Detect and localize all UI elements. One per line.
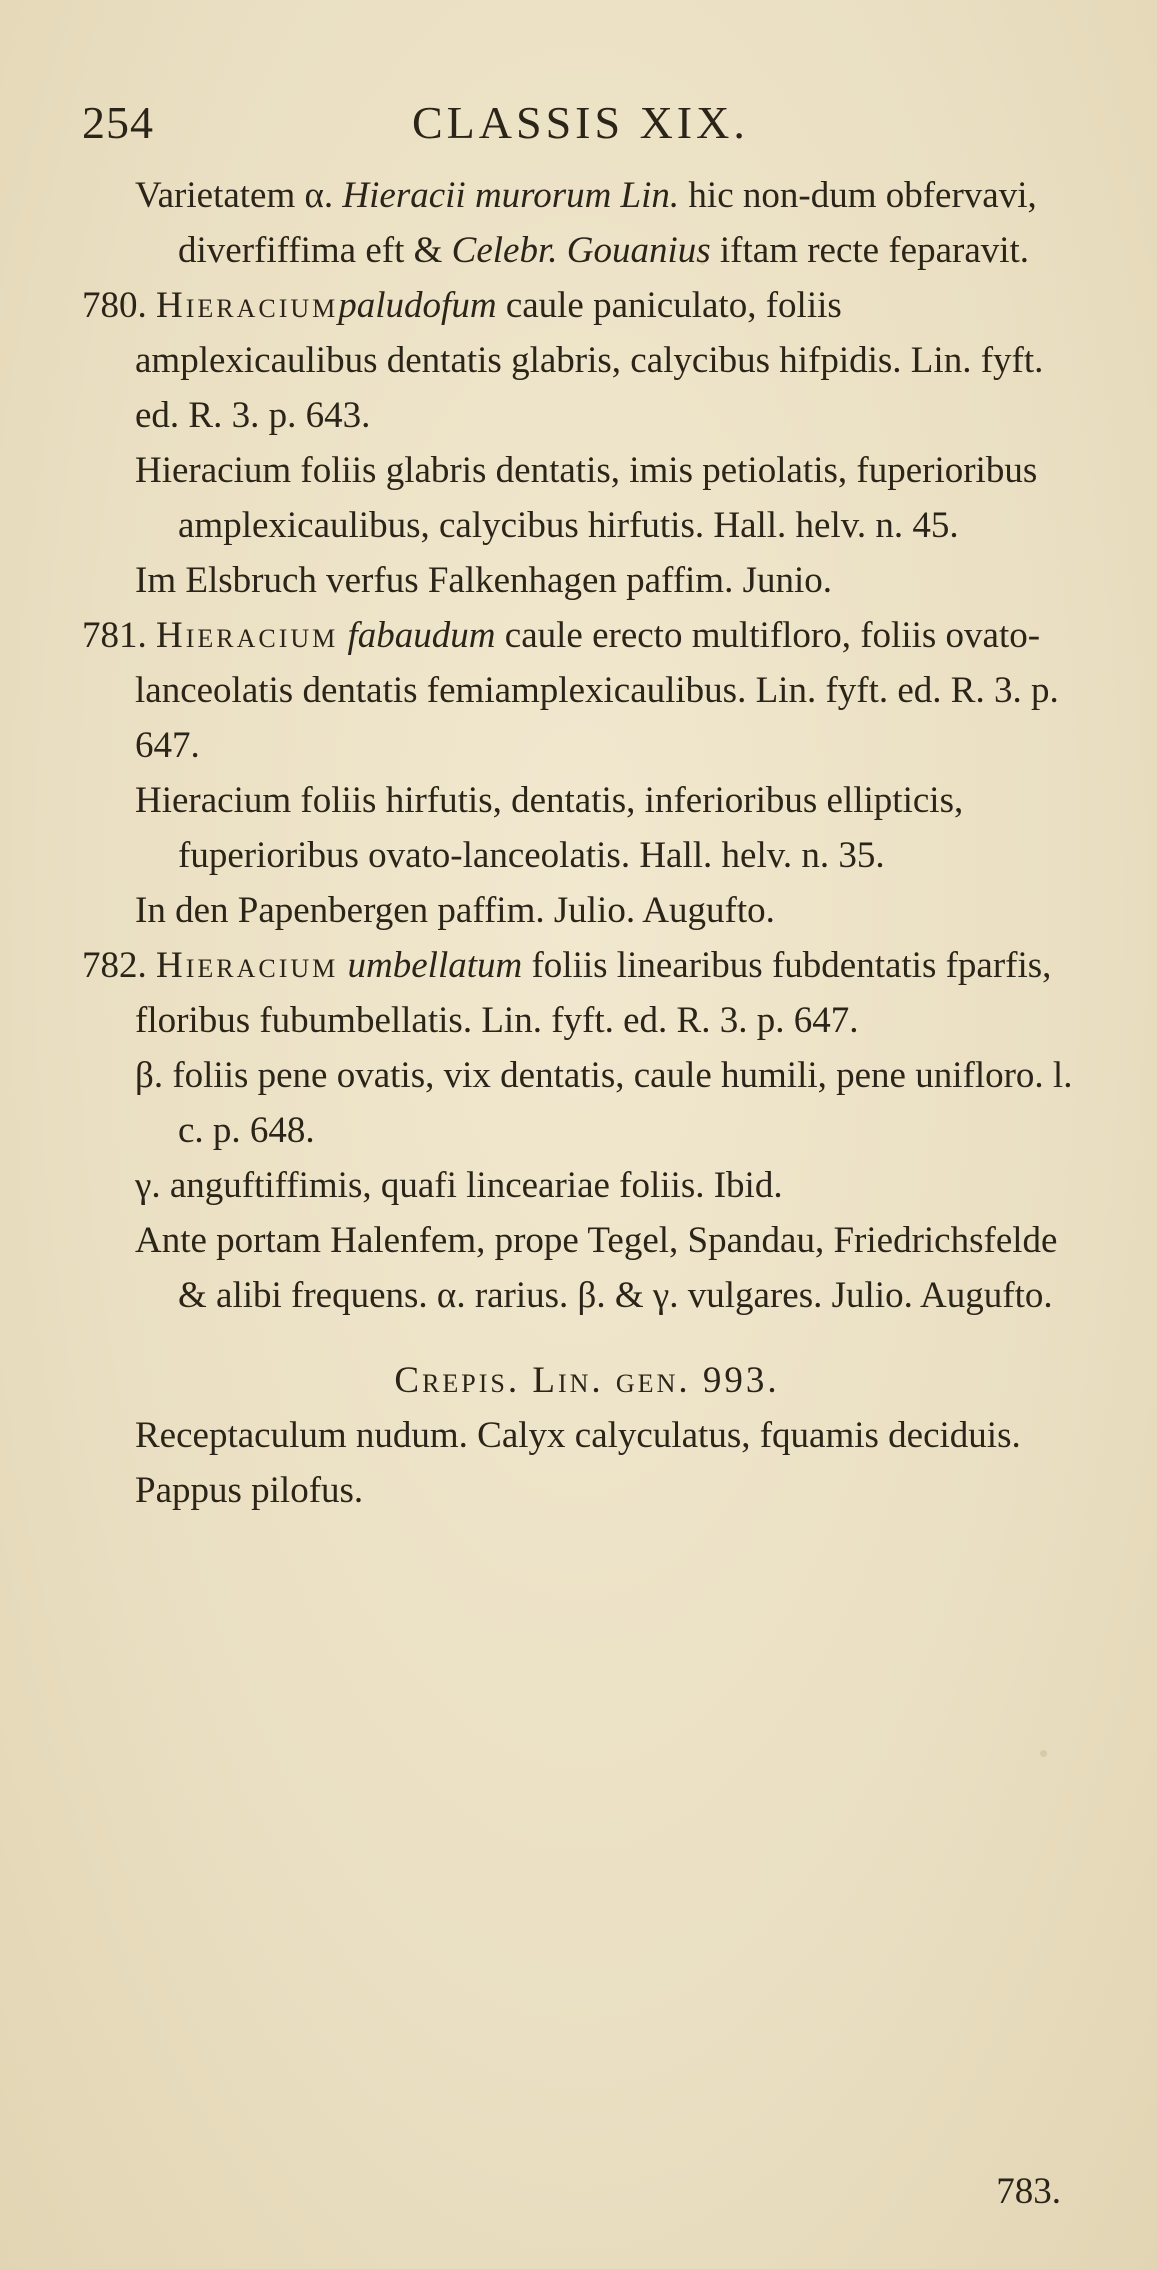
variety-beta: β. foliis pene ovatis, vix dentatis, caule humili, pene unifloro. l. c. p. 648. (135, 1055, 1073, 1151)
synonym-paragraph: Hieracium foliis glabris dentatis, imis petiolatis, fuperioribus amplexicaulibus, calycibus hirfutis. Hall. helv. n. 45. (135, 450, 1038, 546)
genus-name: Hieracium (156, 945, 339, 986)
species-diagnosis: caule erecto multifloro, foliis ovato-lanceolatis dentatis femiamplexicaulibus. Lin. fyft. ed. R. 3. p. 647. (135, 615, 1059, 766)
locality-paragraph: In den Papenbergen paffim. Julio. Augufto. (135, 890, 775, 931)
species-diagnosis: foliis linearibus fubdentatis fparfis, floribus fubumbellatis. Lin. fyft. ed. R. 3. p. 647. (135, 945, 1052, 1041)
species-epithet: fabaudum (347, 615, 496, 656)
genus-heading: Crepis. Lin. gen. 993. (394, 1360, 780, 1401)
page-number: 254 (82, 97, 154, 148)
species-epithet: umbellatum (347, 945, 523, 986)
catchword: 783. (996, 2171, 1061, 2212)
running-head: CLASSIS XIX. (412, 97, 749, 148)
species-epithet: paludofum (338, 285, 497, 326)
species-780 (82, 278, 1092, 443)
variety-gamma: γ. anguftiffimis, quafi linceariae foliis. Ibid. (135, 1165, 783, 1206)
species-diagnosis: caule paniculato, foliis amplexicaulibus dentatis glabris, calycibus hifpidis. Lin. fyft. ed. R. 3. p. 643. (135, 285, 1044, 436)
species-number: 782. (82, 945, 147, 986)
locality-paragraph: Im Elsbruch verfus Falkenhagen paffim. Junio. (135, 560, 833, 601)
genus-description: Receptaculum nudum. Calyx calyculatus, fquamis deciduis. Pappus pilofus. (135, 1415, 1021, 1511)
species-782 (82, 938, 1092, 1048)
species-number: 781. (82, 615, 147, 656)
genus-name: Hieracium (156, 285, 339, 326)
paragraph-variety-note: Varietatem α. Hieracii murorum Lin. hic non-dum obfervavi, diverfiffima eft & Celebr. Gouanius iftam recte feparavit. (135, 175, 1037, 271)
page-header (82, 96, 1077, 166)
body-text (82, 168, 1092, 1518)
species-number: 780. (82, 285, 147, 326)
synonym-paragraph: Hieracium foliis hirfutis, dentatis, inferioribus ellipticis, fuperioribus ovato-lanceolatis. Hall. helv. n. 35. (135, 780, 964, 876)
foxing-spot (1040, 1750, 1047, 1757)
species-781 (82, 608, 1092, 773)
locality-paragraph: Ante portam Halenfem, prope Tegel, Spandau, Friedrichsfelde & alibi frequens. α. rarius. β. & γ. vulgares. Julio. Augufto. (135, 1220, 1058, 1316)
genus-name: Hieracium (156, 615, 339, 656)
